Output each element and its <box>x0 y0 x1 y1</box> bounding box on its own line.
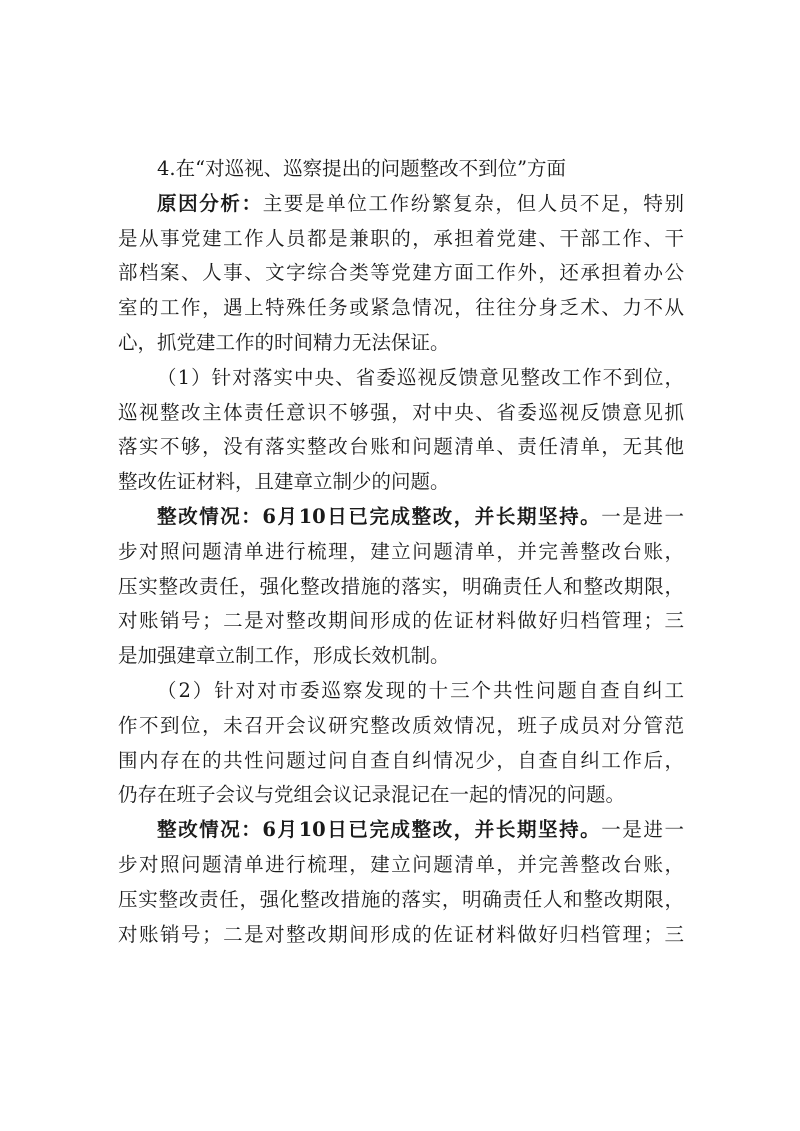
paragraph-line: 对账销号；二是对整改期间形成的佐证材料做好归档管理；三 <box>118 609 684 633</box>
paragraph-line: 落实不够，没有落实整改台账和问题清单、责任清单，无其他 <box>118 435 684 459</box>
paragraph-line: 作不到位，未召开会议研究整改质效情况，班子成员对分管范 <box>118 713 684 737</box>
paragraph-line: 步对照问题清单进行梳理，建立问题清单，并完善整改台账， <box>118 539 684 563</box>
paragraph-line: 步对照问题清单进行梳理，建立问题清单，并完善整改台账， <box>118 852 684 876</box>
paragraph-line: 压实整改责任，强化整改措施的落实，明确责任人和整改期限， <box>118 887 684 911</box>
paragraph-item-1-line: （1）针对落实中央、省委巡视反馈意见整改工作不到位， <box>157 365 684 389</box>
document-body <box>118 152 684 952</box>
paragraph-line: 压实整改责任，强化整改措施的落实，明确责任人和整改期限， <box>118 574 684 598</box>
paragraph-rectification-line: 整改情况：6月10日已完成整改，并长期坚持。一是进一 <box>157 504 684 528</box>
paragraph-line: 是从事党建工作人员都是兼职的，承担着党建、干部工作、干 <box>118 226 684 250</box>
paragraph-line: 室的工作，遇上特殊任务或紧急情况，往往分身乏术、力不从 <box>118 296 684 320</box>
rectification-label: 整改情况：6月10日已完成整改，并长期坚持。 <box>157 504 602 528</box>
paragraph-rectification-line: 整改情况：6月10日已完成整改，并长期坚持。一是进一 <box>157 818 684 842</box>
section-heading: 4.在“对巡视、巡察提出的问题整改不到位”方面 <box>157 157 567 180</box>
paragraph-line: 心，抓党建工作的时间精力无法保证。 <box>118 330 450 354</box>
rectification-label: 整改情况：6月10日已完成整改，并长期坚持。 <box>157 818 602 842</box>
paragraph-item-2-line: （2）针对对市委巡察发现的十三个共性问题自查自纠工 <box>157 678 684 702</box>
paragraph-line: 巡视整改主体责任意识不够强，对中央、省委巡视反馈意见抓 <box>118 400 684 424</box>
paragraph-line: 是加强建章立制工作，形成长效机制。 <box>118 644 450 668</box>
paragraph-line: 对账销号；二是对整改期间形成的佐证材料做好归档管理；三 <box>118 922 684 946</box>
paragraph-line: 整改佐证材料，且建章立制少的问题。 <box>118 470 450 494</box>
paragraph-line: 部档案、人事、文字综合类等党建方面工作外，还承担着办公 <box>118 261 684 285</box>
paragraph-cause-analysis-line: 原因分析：主要是单位工作纷繁复杂，但人员不足，特别 <box>157 191 684 215</box>
paragraph-line: 仍存在班子会议与党组会议记录混记在一起的情况的问题。 <box>118 783 626 807</box>
paragraph-line: 围内存在的共性问题过问自查自纠情况少，自查自纠工作后， <box>118 748 684 772</box>
cause-analysis-label: 原因分析： <box>157 191 263 215</box>
